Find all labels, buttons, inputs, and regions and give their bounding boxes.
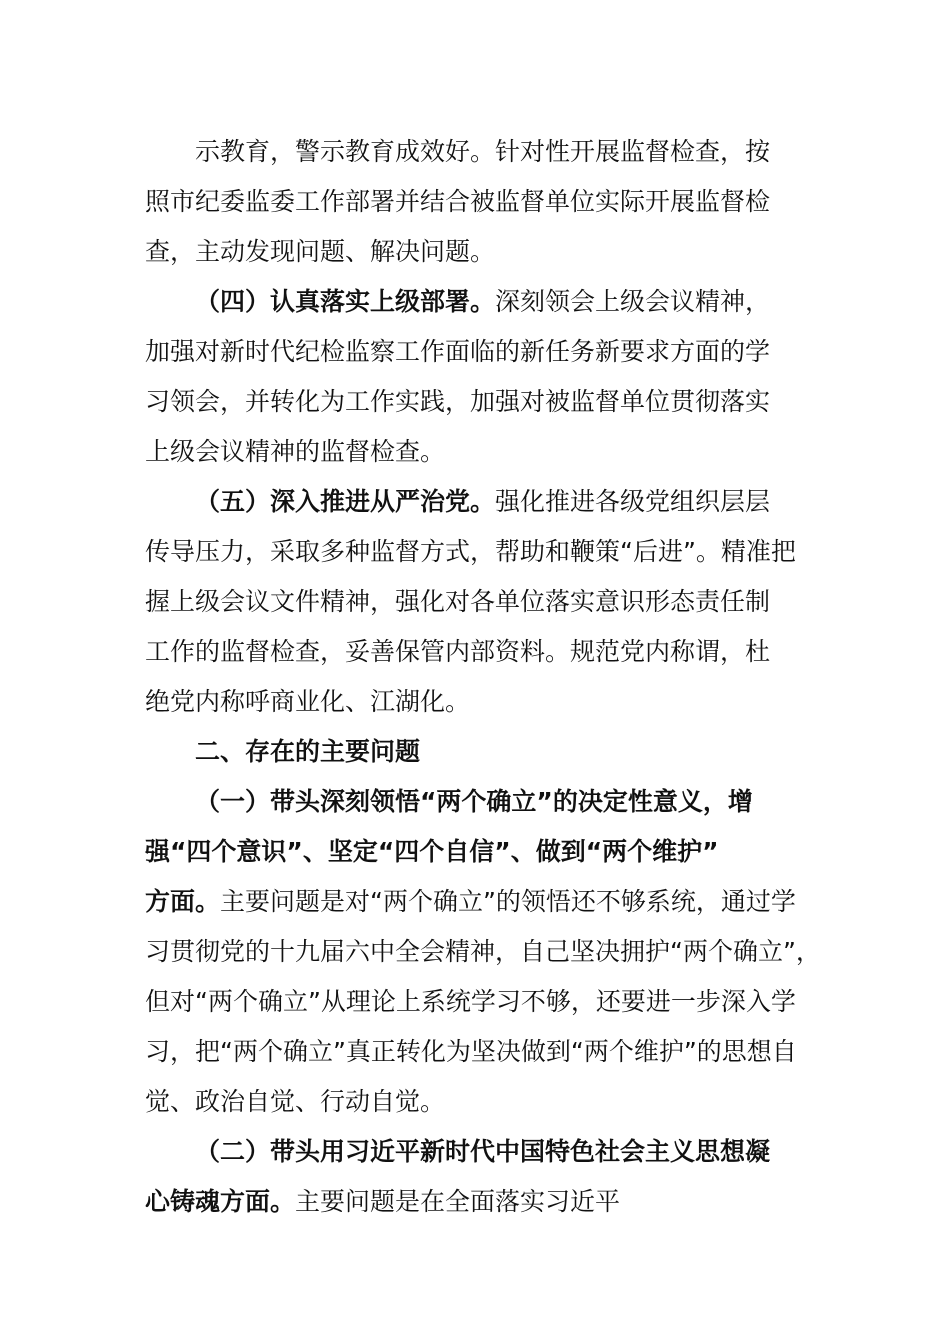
- paragraph-line: [145, 327, 770, 377]
- paragraph-line: [145, 627, 770, 677]
- paragraph-line: [145, 927, 821, 977]
- paragraph-line: [145, 877, 796, 927]
- line-text: 习贯彻党的十九届六中全会精神，自己坚决拥护“两个确立”，: [145, 937, 821, 966]
- line-text: 工作的监督检查，妥善保管内部资料。规范党内称谓，杜: [145, 637, 771, 666]
- chapter-two-heading: [195, 727, 420, 777]
- line-text: 上级会议精神的监督检查。: [145, 437, 446, 466]
- problem-two-heading-end: 心铸魂方面。: [145, 1187, 296, 1216]
- section-four-heading: （四）认真落实上级部署。: [195, 287, 496, 316]
- line-text: 加强对新时代纪检监察工作面临的新任务新要求方面的学: [145, 337, 771, 366]
- heading-text: 二、存在的主要问题: [195, 737, 421, 766]
- line-text: 示教育，警示教育成效好。针对性开展监督检查，按: [195, 137, 771, 166]
- line-text: 但对“两个确立”从理论上系统学习不够，还要进一步深入学: [145, 987, 796, 1016]
- problem-one-heading: 强“四个意识”、坚定“四个自信”、做到“两个维护”: [145, 837, 719, 866]
- paragraph-line: [145, 227, 495, 277]
- line-text: 查，主动发现问题、解决问题。: [145, 237, 496, 266]
- section-four-first-line: [195, 277, 770, 327]
- line-text: 深刻领会上级会议精神，: [495, 287, 771, 316]
- line-text: 照市纪委监委工作部署并结合被监督单位实际开展监督检: [145, 187, 771, 216]
- line-text: 习，把“两个确立”真正转化为坚决做到“两个维护”的思想自: [145, 1037, 797, 1066]
- paragraph-line: [195, 127, 770, 177]
- paragraph-line: [145, 1027, 797, 1077]
- line-text: 强化推进各级党组织层层: [495, 487, 771, 516]
- problem-one-heading-line: [145, 827, 719, 877]
- paragraph-line: [145, 527, 796, 577]
- problem-one-heading: （一）带头深刻领悟“两个确立”的决定性意义，增: [195, 787, 753, 816]
- line-text: 习领会，并转化为工作实践，加强对被监督单位贯彻落实: [145, 387, 771, 416]
- line-text: 主要问题是对“两个确立”的领悟还不够系统，通过学: [220, 887, 796, 916]
- paragraph-line: [145, 377, 770, 427]
- section-five-first-line: [195, 477, 770, 527]
- line-text: 绝党内称呼商业化、江湖化。: [145, 687, 471, 716]
- line-text: 主要问题是在全面落实习近平: [295, 1187, 621, 1216]
- paragraph-line: [145, 1077, 445, 1127]
- line-text: 觉、政治自觉、行动自觉。: [145, 1087, 446, 1116]
- problem-two-heading-line: [195, 1127, 770, 1177]
- section-five-heading: （五）深入推进从严治党。: [195, 487, 496, 516]
- problem-one-heading-line: [195, 777, 753, 827]
- paragraph-line: [145, 1177, 620, 1227]
- paragraph-line: [145, 577, 770, 627]
- paragraph-line: [145, 677, 470, 727]
- paragraph-line: [145, 977, 796, 1027]
- line-text: 传导压力，采取多种监督方式，帮助和鞭策“后进”。精准把: [145, 537, 796, 566]
- line-text: 握上级会议文件精神，强化对各单位落实意识形态责任制: [145, 587, 771, 616]
- paragraph-line: [145, 427, 445, 477]
- paragraph-line: [145, 177, 770, 227]
- problem-one-heading-end: 方面。: [145, 887, 221, 916]
- problem-two-heading: （二）带头用习近平新时代中国特色社会主义思想凝: [195, 1137, 771, 1166]
